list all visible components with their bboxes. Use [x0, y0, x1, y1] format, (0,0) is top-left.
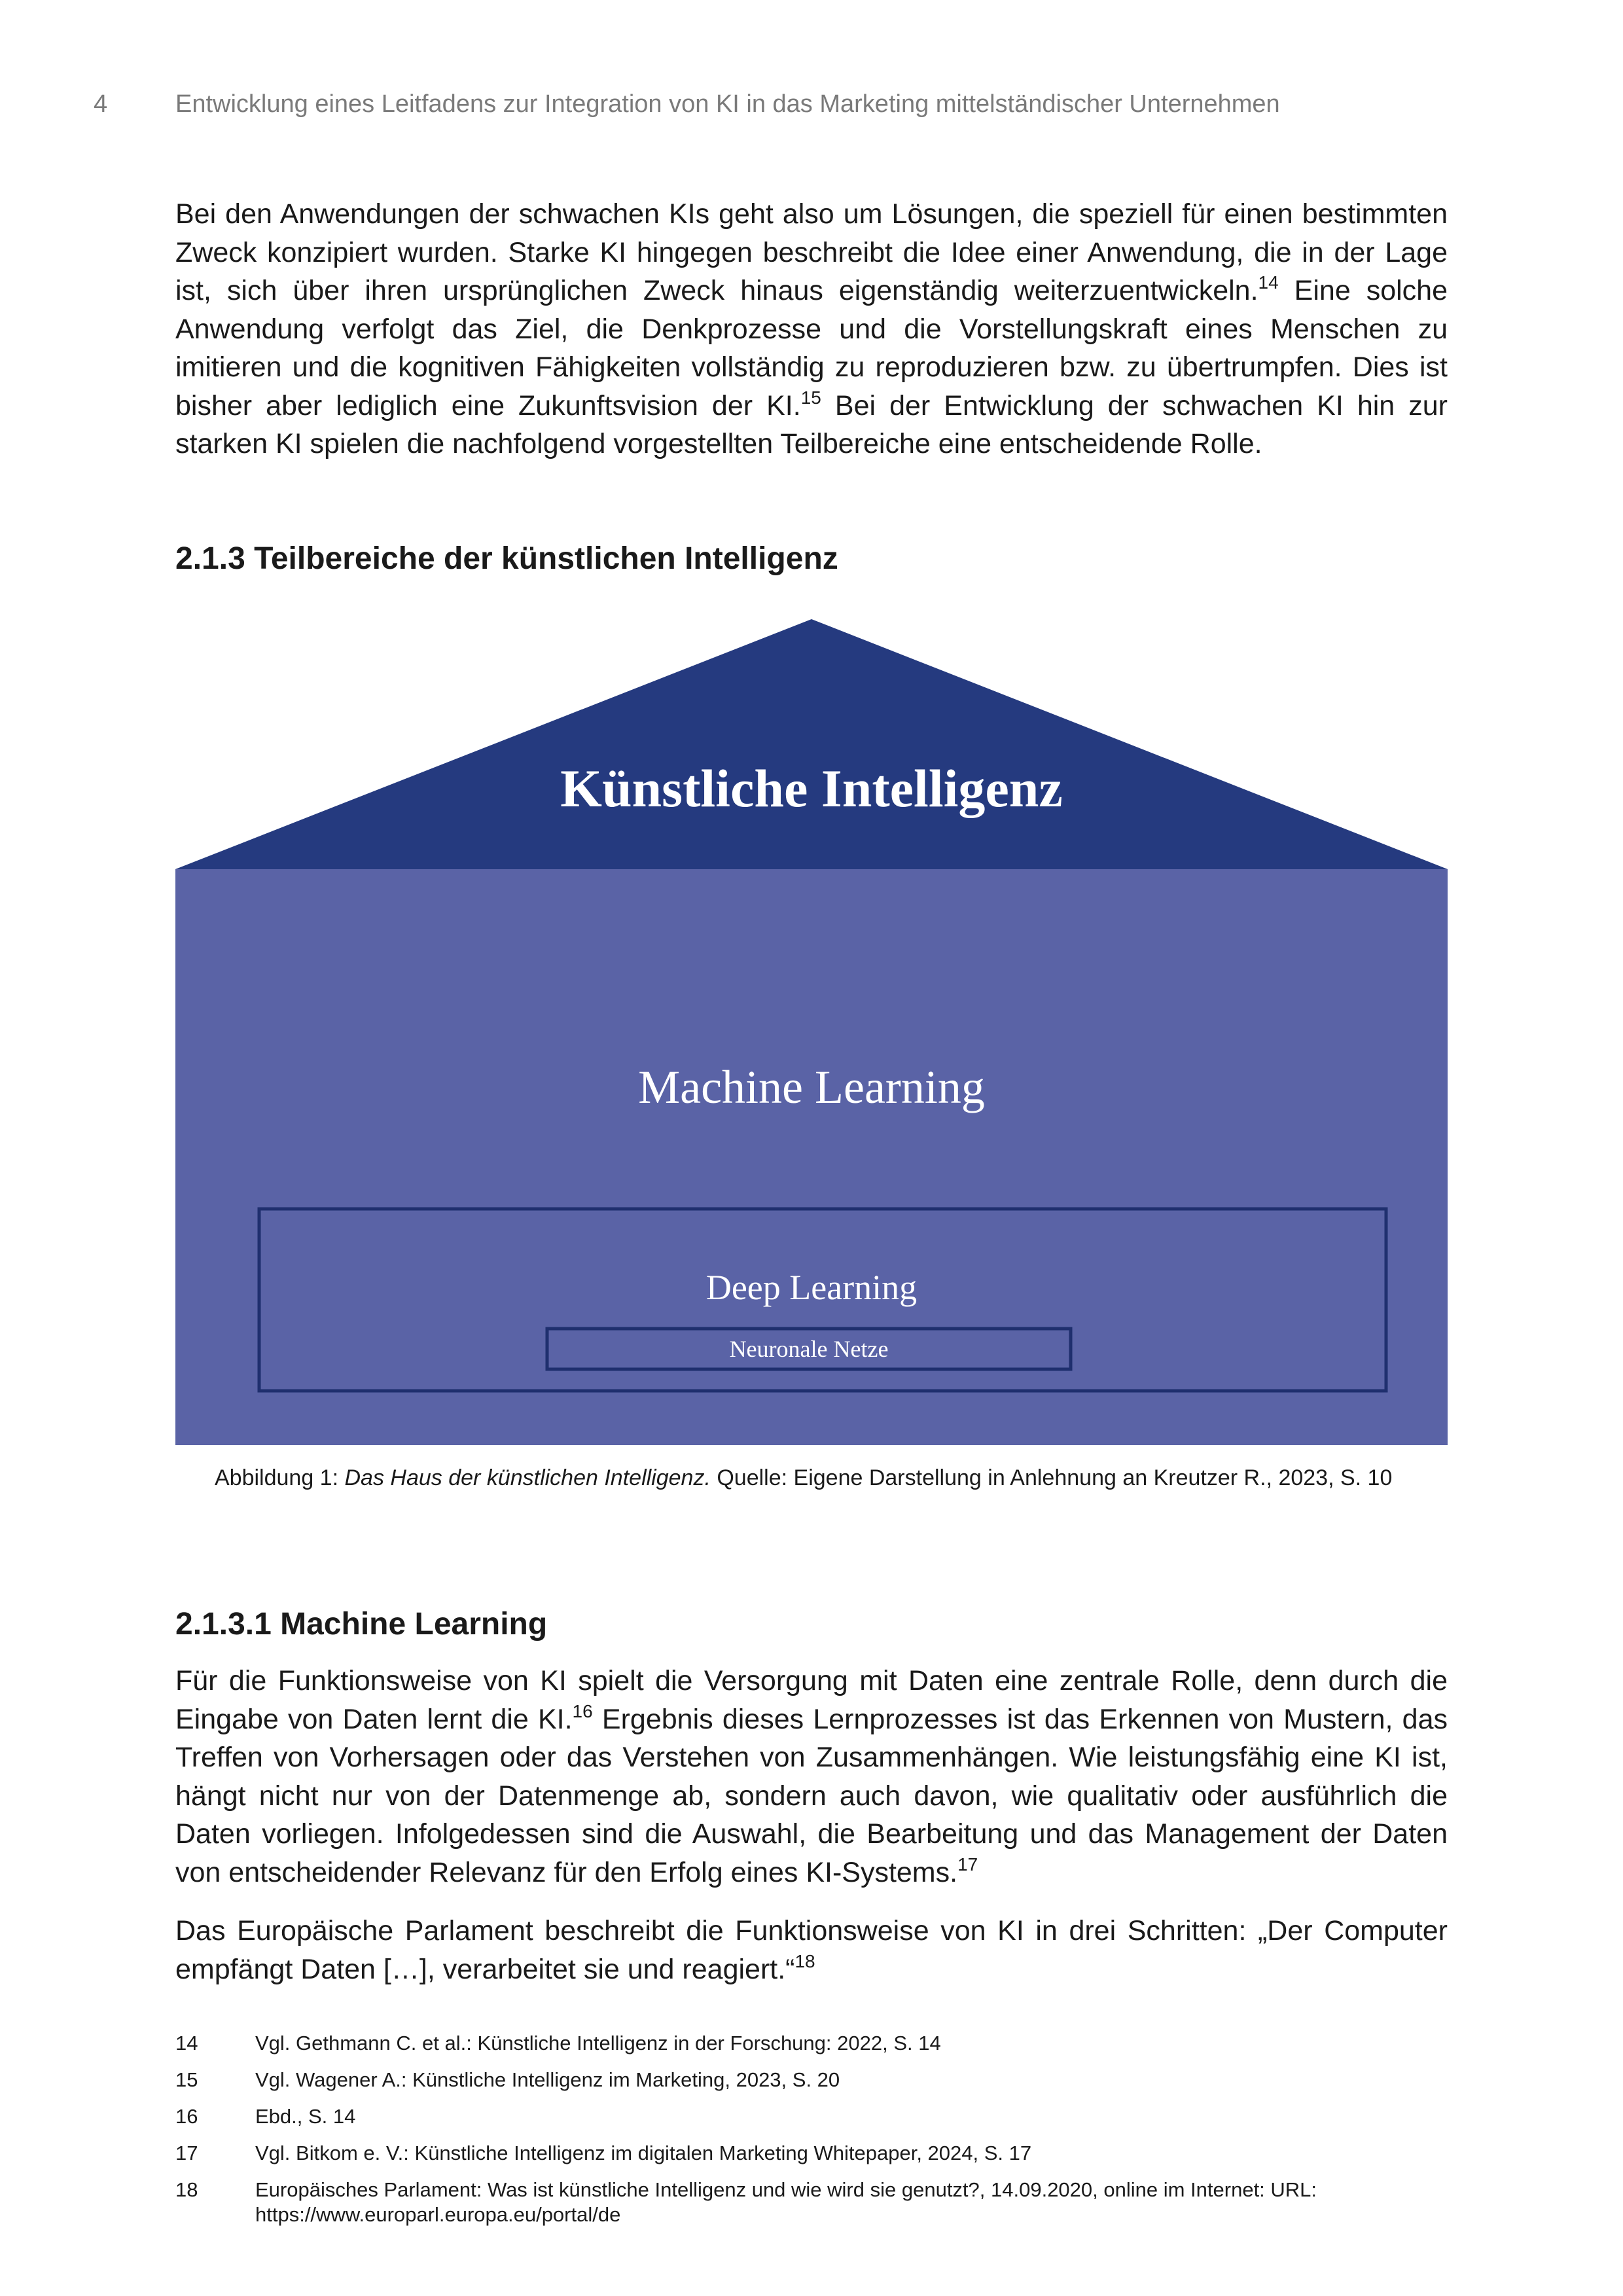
footnote-text: Vgl. Gethmann C. et al.: Künstliche Intelligenz in der Forschung: 2022, S. 14	[255, 2032, 941, 2054]
footnote-number: 18	[175, 2178, 198, 2201]
footnote-item	[175, 2141, 1448, 2166]
neural-networks-label: Neuronale Netze	[729, 1336, 889, 1362]
footnote-item	[175, 2104, 1448, 2129]
figure-caption	[215, 1462, 1445, 1494]
ai-house-diagram	[175, 615, 1448, 1445]
page-number: 4	[94, 90, 108, 118]
deep-learning-label: Deep Learning	[705, 1268, 918, 1307]
footnote-number: 14	[175, 2032, 198, 2054]
footnote-text: Ebd., S. 14	[255, 2105, 356, 2128]
footnote-item	[175, 2031, 1448, 2056]
paragraph-text: Eine solche Anwendung verfolgt das Ziel, die Denkprozesse und die Vorstellungskraft eines Menschen zu imitieren und die kognitiven Fähigkeiten vollständig zu reproduzieren bzw. zu übertrumpfen. Dies ist bisher aber lediglich eine Zukunftsvision der KI.	[175, 275, 1448, 422]
caption-prefix: Abbildung 1:	[215, 1465, 345, 1490]
footnote-number: 16	[175, 2105, 198, 2128]
footnote-text: Europäisches Parlament: Was ist künstliche Intelligenz und wie wird sie genutzt?, 14.09.2020, online im Internet: URL: https://www.europarl.europa.eu/portal/de	[255, 2178, 1317, 2226]
house-roof	[175, 619, 1448, 869]
footnote-ref-14[interactable]: 14	[1258, 272, 1279, 293]
footnote-ref-16[interactable]: 16	[572, 1700, 593, 1721]
paragraph-text: Bei der Entwicklung der schwachen KI hin zur starken KI spielen die nachfolgend vorgestellten Teilbereiche eine entscheidende Rolle.	[175, 389, 1448, 459]
footnote-number: 15	[175, 2068, 198, 2091]
paragraph-text: Das Europäische Parlament beschreibt die Funktionsweise von KI in drei Schritten: „Der Computer empfängt Daten […], verarbeitet sie und reagiert.“	[175, 1915, 1448, 1985]
section-heading-2-1-3: 2.1.3 Teilbereiche der künstlichen Intelligenz	[175, 541, 838, 576]
footnote-ref-15[interactable]: 15	[800, 387, 821, 408]
running-header	[0, 90, 1623, 130]
paragraph-weak-strong-ai	[175, 195, 1448, 463]
footnote-ref-17[interactable]: 17	[957, 1854, 978, 1874]
paragraph-text: Ergebnis dieses Lernprozesses ist das Erkennen von Mustern, das Treffen von Vorhersagen oder das Verstehen von Zusammenhängen. Wie leistungsfähig eine KI ist, hängt nicht nur von der Datenmenge ab, sondern auch davon, wie qualitativ oder ausführlich die Daten vorliegen. Infolgedessen sind die Auswahl, die Bearbeitung und das Management der Daten von entscheidender Relevanz für den Erfolg eines KI-Systems.	[175, 1703, 1448, 1888]
paragraph-data-role	[175, 1662, 1448, 1892]
footnote-item	[175, 2068, 1448, 2092]
paragraph-eu-parliament	[175, 1912, 1448, 1988]
paragraph-text: Für die Funktionsweise von KI spielt die Versorgung mit Daten eine zentrale Rolle, denn durch die Eingabe von Daten lernt die KI.	[175, 1665, 1448, 1735]
caption-title: Das Haus der künstlichen Intelligenz.	[344, 1465, 711, 1490]
footnote-text: Vgl. Bitkom e. V.: Künstliche Intelligenz im digitalen Marketing Whitepaper, 2024, S. 17	[255, 2142, 1032, 2164]
footnotes	[175, 2031, 1448, 2239]
section-heading-2-1-3-1: 2.1.3.1 Machine Learning	[175, 1607, 548, 1641]
footnote-number: 17	[175, 2142, 198, 2164]
running-header-title: Entwicklung eines Leitfadens zur Integration von KI in das Marketing mittelständischer Unternehmen	[175, 90, 1280, 118]
footnote-text: Vgl. Wagener A.: Künstliche Intelligenz im Marketing, 2023, S. 20	[255, 2068, 840, 2091]
paragraph-text: Bei den Anwendungen der schwachen KIs geht also um Lösungen, die speziell für einen bestimmten Zweck konzipiert wurden. Starke KI hingegen beschreibt die Idee einer Anwendung, die in der Lage ist, sich über ihren ursprünglichen Zweck hinaus eigenständig weiterzuentwickeln.	[175, 198, 1448, 306]
footnote-ref-18[interactable]: 18	[794, 1950, 815, 1971]
figure-ai-house	[175, 615, 1448, 1445]
machine-learning-label: Machine Learning	[638, 1061, 985, 1113]
footnote-item	[175, 2178, 1448, 2227]
caption-source: Quelle: Eigene Darstellung in Anlehnung an Kreutzer R., 2023, S. 10	[710, 1465, 1393, 1490]
roof-label: Künstliche Intelligenz	[560, 759, 1063, 818]
